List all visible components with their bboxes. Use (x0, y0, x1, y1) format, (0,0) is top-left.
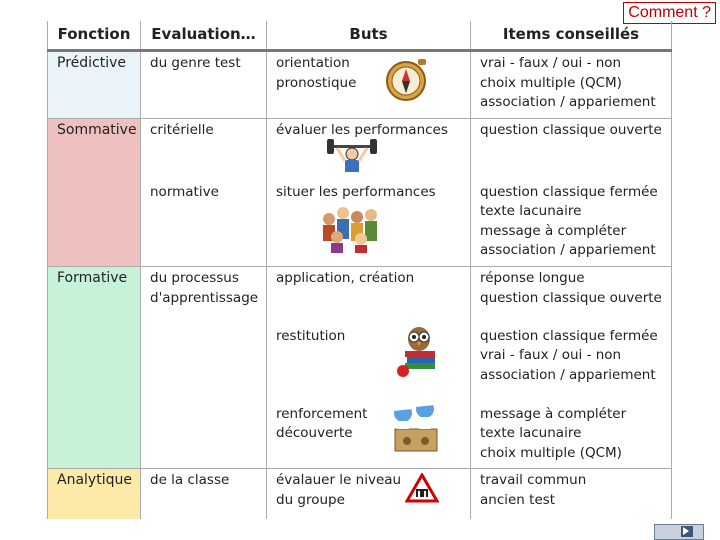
item-line: vrai - faux / oui - non (480, 55, 622, 71)
evaluation-text: d'apprentissage (150, 289, 259, 306)
items-cell (471, 403, 672, 469)
buts-cell (267, 469, 471, 519)
item-line: texte lacunaire (480, 425, 582, 441)
buts-cell (267, 51, 471, 119)
items-cell (471, 181, 672, 267)
fonction-cell (48, 325, 141, 403)
fonction-cell: Sommative (48, 119, 141, 181)
crowd-icon (319, 203, 381, 253)
item-line: question classique fermée (480, 183, 658, 200)
item-line: question classique ouverte (480, 122, 662, 138)
items-cell (471, 119, 672, 181)
table-row (48, 267, 672, 325)
evaluation-cell (141, 51, 267, 119)
buts-line: application, création (276, 270, 415, 286)
table-row (48, 469, 672, 519)
smurfs-icon (385, 391, 449, 455)
buts-line: pronostique (276, 74, 357, 91)
buts-line: du groupe (276, 491, 345, 508)
buts-cell (267, 403, 471, 469)
evaluation-table (47, 21, 672, 519)
items-cell (471, 325, 672, 403)
evaluation-text: normative (150, 183, 219, 200)
items-cell (471, 51, 672, 119)
header-evaluation: Evaluation… (141, 21, 267, 51)
evaluation-text: de la classe (150, 472, 230, 488)
item-line: travail commun (480, 472, 587, 488)
evaluation-cell (141, 181, 267, 267)
item-line: choix multiple (QCM) (480, 74, 622, 91)
header-fonction: Fonction (48, 21, 141, 51)
evaluation-cell (141, 469, 267, 519)
compass-icon (383, 56, 431, 102)
item-line: association / appariement (480, 94, 656, 110)
evaluation-text: du genre test (150, 55, 241, 71)
items-cell (471, 469, 672, 519)
buts-line: situer les performances (276, 183, 436, 200)
item-line: message à compléter (480, 405, 627, 422)
evaluation-text: critérielle (150, 122, 214, 138)
buts-line: renforcement (276, 405, 368, 422)
item-line: choix multiple (QCM) (480, 444, 622, 461)
table-row (48, 403, 672, 469)
fonction-cell: Formative (48, 267, 141, 325)
table-row (48, 181, 672, 267)
school-sign-icon (405, 473, 439, 503)
item-line: association / appariement (480, 242, 656, 258)
buts-line: découverte (276, 425, 353, 441)
item-line: question classique fermée (480, 327, 658, 344)
evaluation-text: du processus (150, 270, 239, 286)
buts-cell (267, 119, 471, 181)
item-line: question classique ouverte (480, 289, 662, 306)
buts-line: évalauer le niveau (276, 472, 402, 488)
table-header-row (48, 21, 672, 51)
item-line: réponse longue (480, 270, 585, 286)
items-cell (471, 267, 672, 325)
fonction-cell (48, 181, 141, 267)
buts-cell (267, 267, 471, 325)
evaluation-cell (141, 267, 267, 325)
item-line: association / appariement (480, 366, 656, 383)
owl-books-icon (395, 323, 441, 379)
header-items: Items conseillés (471, 21, 672, 51)
buts-line: restitution (276, 327, 346, 344)
evaluation-cell (141, 325, 267, 403)
table-row (48, 119, 672, 181)
play-next-icon (683, 527, 689, 535)
comment-label: Comment ? (623, 2, 716, 24)
next-slide-button[interactable] (654, 524, 704, 540)
item-line: texte lacunaire (480, 203, 582, 219)
item-line: vrai - faux / oui - non (480, 347, 622, 363)
buts-cell (267, 181, 471, 267)
weightlifter-icon (327, 139, 377, 179)
buts-line: orientation (276, 55, 350, 71)
evaluation-cell (141, 119, 267, 181)
table-row (48, 51, 672, 119)
table-row (48, 325, 672, 403)
header-buts: Buts (267, 21, 471, 51)
buts-line: évaluer les performances (276, 122, 448, 138)
fonction-cell (48, 403, 141, 469)
evaluation-cell (141, 403, 267, 469)
fonction-cell: Analytique (48, 469, 141, 519)
item-line: message à compléter (480, 222, 627, 239)
item-line: ancien test (480, 491, 556, 508)
fonction-cell: Prédictive (48, 51, 141, 119)
